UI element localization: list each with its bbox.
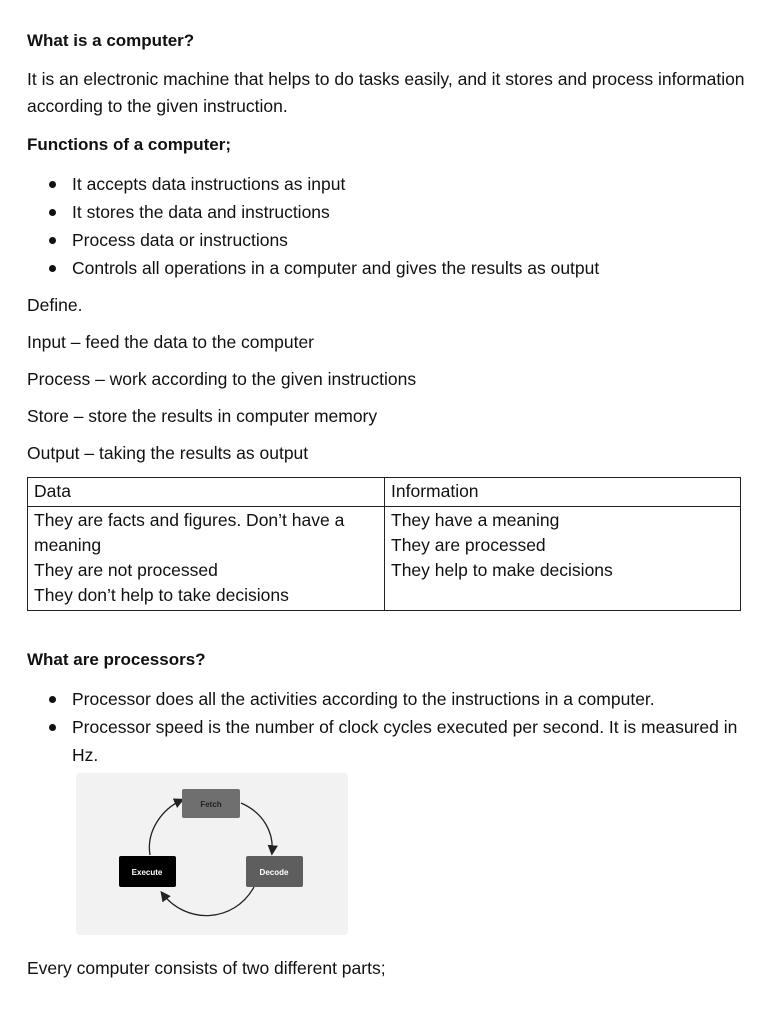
bullet-icon	[49, 237, 56, 244]
list-item	[27, 198, 747, 226]
fetch-decode-execute-diagram	[76, 773, 348, 935]
bullet-icon	[49, 181, 56, 188]
list-item-text: Processor speed is the number of clock cycles executed per second. It is measured in Hz.	[72, 717, 738, 765]
define-process: Process – work according to the given instructions	[27, 369, 417, 389]
define-store: Store – store the results in computer memory	[27, 406, 378, 426]
define-output: Output – taking the results as output	[27, 443, 309, 463]
bullet-icon	[49, 696, 56, 703]
cell-line: They are processed	[391, 535, 546, 555]
heading-what-is-computer: What is a computer?	[27, 31, 195, 50]
decode-label: Decode	[259, 868, 289, 877]
functions-list	[27, 170, 747, 282]
closing-text: Every computer consists of two different parts;	[27, 958, 386, 978]
list-item-text: Controls all operations in a computer and gives the results as output	[72, 258, 600, 278]
table-header-information: Information	[385, 478, 741, 507]
cycle-diagram-svg	[76, 773, 348, 935]
list-item	[27, 685, 747, 713]
list-item-text: Processor does all the activities according to the instructions in a computer.	[72, 689, 655, 709]
computer-definition: It is an electronic machine that helps to do tasks easily, and it stores and process information according to the given instruction.	[27, 69, 745, 116]
bullet-icon	[49, 209, 56, 216]
heading-functions: Functions of a computer;	[27, 135, 231, 154]
table-cell-data	[28, 507, 385, 611]
cell-line: They don’t help to take decisions	[34, 585, 289, 605]
table-header-data: Data	[28, 478, 385, 507]
cell-line: They have a meaning	[391, 510, 560, 530]
list-item	[27, 170, 747, 198]
fetch-label: Fetch	[200, 800, 222, 809]
list-item-text: It accepts data instructions as input	[72, 174, 346, 194]
list-item-text: It stores the data and instructions	[72, 202, 330, 222]
bullet-icon	[49, 265, 56, 272]
cell-line: They are facts and figures. Don’t have a meaning	[34, 510, 345, 555]
table-cell-information	[385, 507, 741, 611]
cell-line: They help to make decisions	[391, 560, 613, 580]
cell-line: They are not processed	[34, 560, 218, 580]
processors-list	[27, 685, 747, 769]
list-item-text: Process data or instructions	[72, 230, 288, 250]
list-item	[27, 254, 747, 282]
heading-processors: What are processors?	[27, 650, 206, 669]
table-row	[28, 507, 741, 611]
document-page	[27, 30, 747, 994]
data-information-table	[27, 477, 741, 611]
list-item	[27, 226, 747, 254]
bullet-icon	[49, 724, 56, 731]
define-label: Define.	[27, 295, 83, 315]
list-item	[27, 713, 747, 769]
execute-label: Execute	[131, 868, 163, 877]
table-header-row	[28, 478, 741, 507]
define-input: Input – feed the data to the computer	[27, 332, 315, 352]
